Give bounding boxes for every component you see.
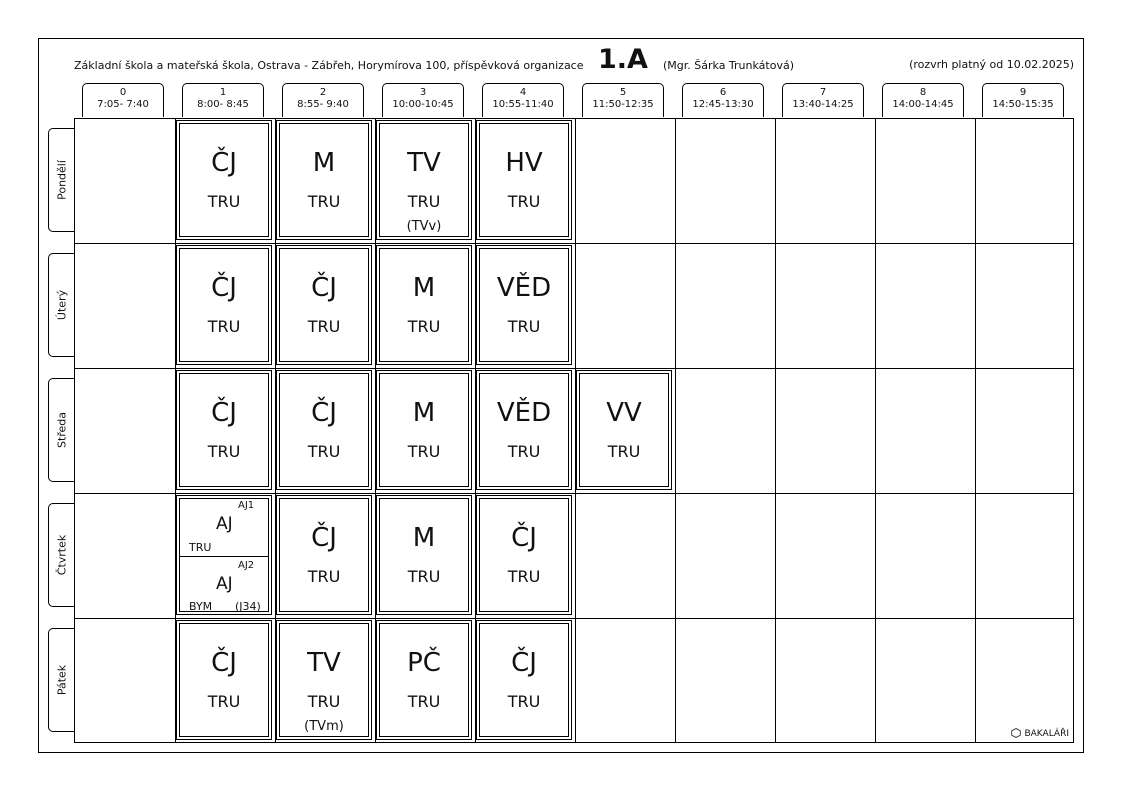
lesson-teacher: TRU <box>207 192 241 211</box>
lesson-room: (TVm) <box>304 719 344 734</box>
lesson-teacher: TRU <box>507 567 541 586</box>
lesson-teacher: BYM <box>189 600 213 613</box>
lesson-teacher: TRU <box>607 442 641 461</box>
lesson-cell[interactable] <box>476 120 572 240</box>
school-name: Základní škola a mateřská škola, Ostrava - Zábřeh, Horymírova 100, příspěvková organizace <box>74 59 584 72</box>
lesson-teacher: TRU <box>307 567 341 586</box>
period-header-3 <box>382 83 464 117</box>
period-time: 14:50-15:35 <box>992 99 1054 110</box>
period-time: 10:55-11:40 <box>492 99 554 110</box>
period-number: 1 <box>219 87 227 98</box>
day-label: Pátek <box>55 664 68 696</box>
lesson-cell[interactable] <box>276 245 372 365</box>
lesson-cell[interactable] <box>376 495 472 615</box>
period-time: 8:00- 8:45 <box>197 99 249 110</box>
lesson-cell[interactable] <box>376 245 472 365</box>
period-header-5 <box>582 83 664 117</box>
period-time: 13:40-14:25 <box>792 99 854 110</box>
lesson-subject: M <box>312 148 336 178</box>
lesson-cell[interactable] <box>476 370 572 490</box>
validity-date: (rozvrh platný od 10.02.2025) <box>909 58 1074 71</box>
lesson-teacher: TRU <box>507 692 541 711</box>
period-number: 5 <box>619 87 627 98</box>
lesson-subject: ČJ <box>311 273 337 303</box>
lesson-cell[interactable] <box>276 620 372 740</box>
lesson-teacher: TRU <box>407 567 441 586</box>
lesson-cell[interactable] <box>276 495 372 615</box>
lesson-teacher: TRU <box>507 317 541 336</box>
grid-line <box>75 368 1073 369</box>
lesson-subject: ČJ <box>211 398 237 428</box>
group-divider <box>180 556 268 557</box>
lesson-subject: M <box>412 523 436 553</box>
hexagon-icon <box>1011 728 1021 738</box>
grid-line <box>975 119 976 742</box>
lesson-subject: VV <box>606 398 642 428</box>
logo-text: BAKALÁŘI <box>1024 729 1069 739</box>
lesson-subject: VĚD <box>496 273 552 303</box>
lesson-cell[interactable] <box>376 620 472 740</box>
period-number: 8 <box>919 87 927 98</box>
lesson-cell[interactable] <box>576 370 672 490</box>
lesson-subject: ČJ <box>311 398 337 428</box>
period-number: 0 <box>119 87 127 98</box>
lesson-teacher: TRU <box>407 692 441 711</box>
grid-line <box>875 119 876 742</box>
period-header-2 <box>282 83 364 117</box>
grid-line <box>675 119 676 742</box>
day-label: Úterý <box>55 289 68 321</box>
day-tab-friday <box>48 628 74 732</box>
day-tab-monday <box>48 128 74 232</box>
grid-line <box>75 618 1073 619</box>
lesson-teacher: TRU <box>207 317 241 336</box>
lesson-subject: TV <box>407 148 441 178</box>
lesson-cell[interactable] <box>476 620 572 740</box>
period-number: 9 <box>1019 87 1027 98</box>
period-number: 7 <box>819 87 827 98</box>
lesson-cell[interactable] <box>376 370 472 490</box>
day-tab-wednesday <box>48 378 74 482</box>
lesson-subject: M <box>412 273 436 303</box>
period-header-1 <box>182 83 264 117</box>
period-header-7 <box>782 83 864 117</box>
lesson-group: AJ1 <box>238 500 255 511</box>
period-time: 8:55- 9:40 <box>297 99 349 110</box>
period-time: 7:05- 7:40 <box>97 99 149 110</box>
lesson-subject: TV <box>307 648 341 678</box>
lesson-cell[interactable] <box>176 120 272 240</box>
day-label: Středa <box>55 411 68 449</box>
lesson-teacher: TRU <box>307 442 341 461</box>
lesson-teacher: TRU <box>307 192 341 211</box>
lesson-cell[interactable] <box>476 495 572 615</box>
lesson-subject: ČJ <box>311 523 337 553</box>
period-number: 2 <box>319 87 327 98</box>
period-time: 12:45-13:30 <box>692 99 754 110</box>
lesson-subject: ČJ <box>211 273 237 303</box>
period-header-4 <box>482 83 564 117</box>
lesson-room: (TVv) <box>406 219 442 234</box>
grid-line <box>775 119 776 742</box>
period-header-8 <box>882 83 964 117</box>
lesson-cell[interactable] <box>276 370 372 490</box>
lesson-cell[interactable] <box>276 120 372 240</box>
lesson-teacher: TRU <box>307 692 341 711</box>
grid-line <box>75 493 1073 494</box>
period-time: 10:00-10:45 <box>392 99 454 110</box>
lesson-subject: HV <box>505 148 543 178</box>
grid-line <box>75 243 1073 244</box>
lesson-cell-split[interactable] <box>176 495 272 615</box>
day-label: Pondělí <box>55 160 68 200</box>
class-teacher: (Mgr. Šárka Trunkátová) <box>663 59 795 72</box>
day-tab-tuesday <box>48 253 74 357</box>
period-header-9 <box>982 83 1064 117</box>
lesson-subject: ČJ <box>211 648 237 678</box>
lesson-cell[interactable] <box>476 245 572 365</box>
period-time: 14:00-14:45 <box>892 99 954 110</box>
lesson-cell[interactable] <box>176 245 272 365</box>
period-header-0 <box>82 83 164 117</box>
lesson-subject: ČJ <box>511 648 537 678</box>
period-header-6 <box>682 83 764 117</box>
lesson-subject: ČJ <box>211 148 237 178</box>
bakalari-logo <box>1011 728 1069 739</box>
day-label: Čtvrtek <box>55 534 68 576</box>
lesson-teacher: TRU <box>407 442 441 461</box>
lesson-subject: PČ <box>407 648 441 678</box>
period-number: 3 <box>419 87 427 98</box>
lesson-teacher: TRU <box>507 442 541 461</box>
lesson-subject: AJ <box>216 574 233 594</box>
lesson-teacher: TRU <box>189 541 212 554</box>
lesson-teacher: TRU <box>207 692 241 711</box>
day-tab-thursday <box>48 503 74 607</box>
class-name: 1.A <box>598 44 648 75</box>
lesson-teacher: TRU <box>407 317 441 336</box>
lesson-room: (J34) <box>235 600 261 613</box>
lesson-teacher: TRU <box>507 192 541 211</box>
lesson-subject: AJ <box>216 514 233 534</box>
period-number: 6 <box>719 87 727 98</box>
lesson-subject: VĚD <box>496 398 552 428</box>
period-time: 11:50-12:35 <box>592 99 654 110</box>
lesson-cell[interactable] <box>176 620 272 740</box>
lesson-cell[interactable] <box>376 120 472 240</box>
lesson-teacher: TRU <box>207 442 241 461</box>
lesson-teacher: TRU <box>307 317 341 336</box>
lesson-group: AJ2 <box>238 560 255 571</box>
period-number: 4 <box>519 87 527 98</box>
lesson-teacher: TRU <box>407 192 441 211</box>
lesson-cell[interactable] <box>176 370 272 490</box>
lesson-subject: ČJ <box>511 523 537 553</box>
lesson-subject: M <box>412 398 436 428</box>
